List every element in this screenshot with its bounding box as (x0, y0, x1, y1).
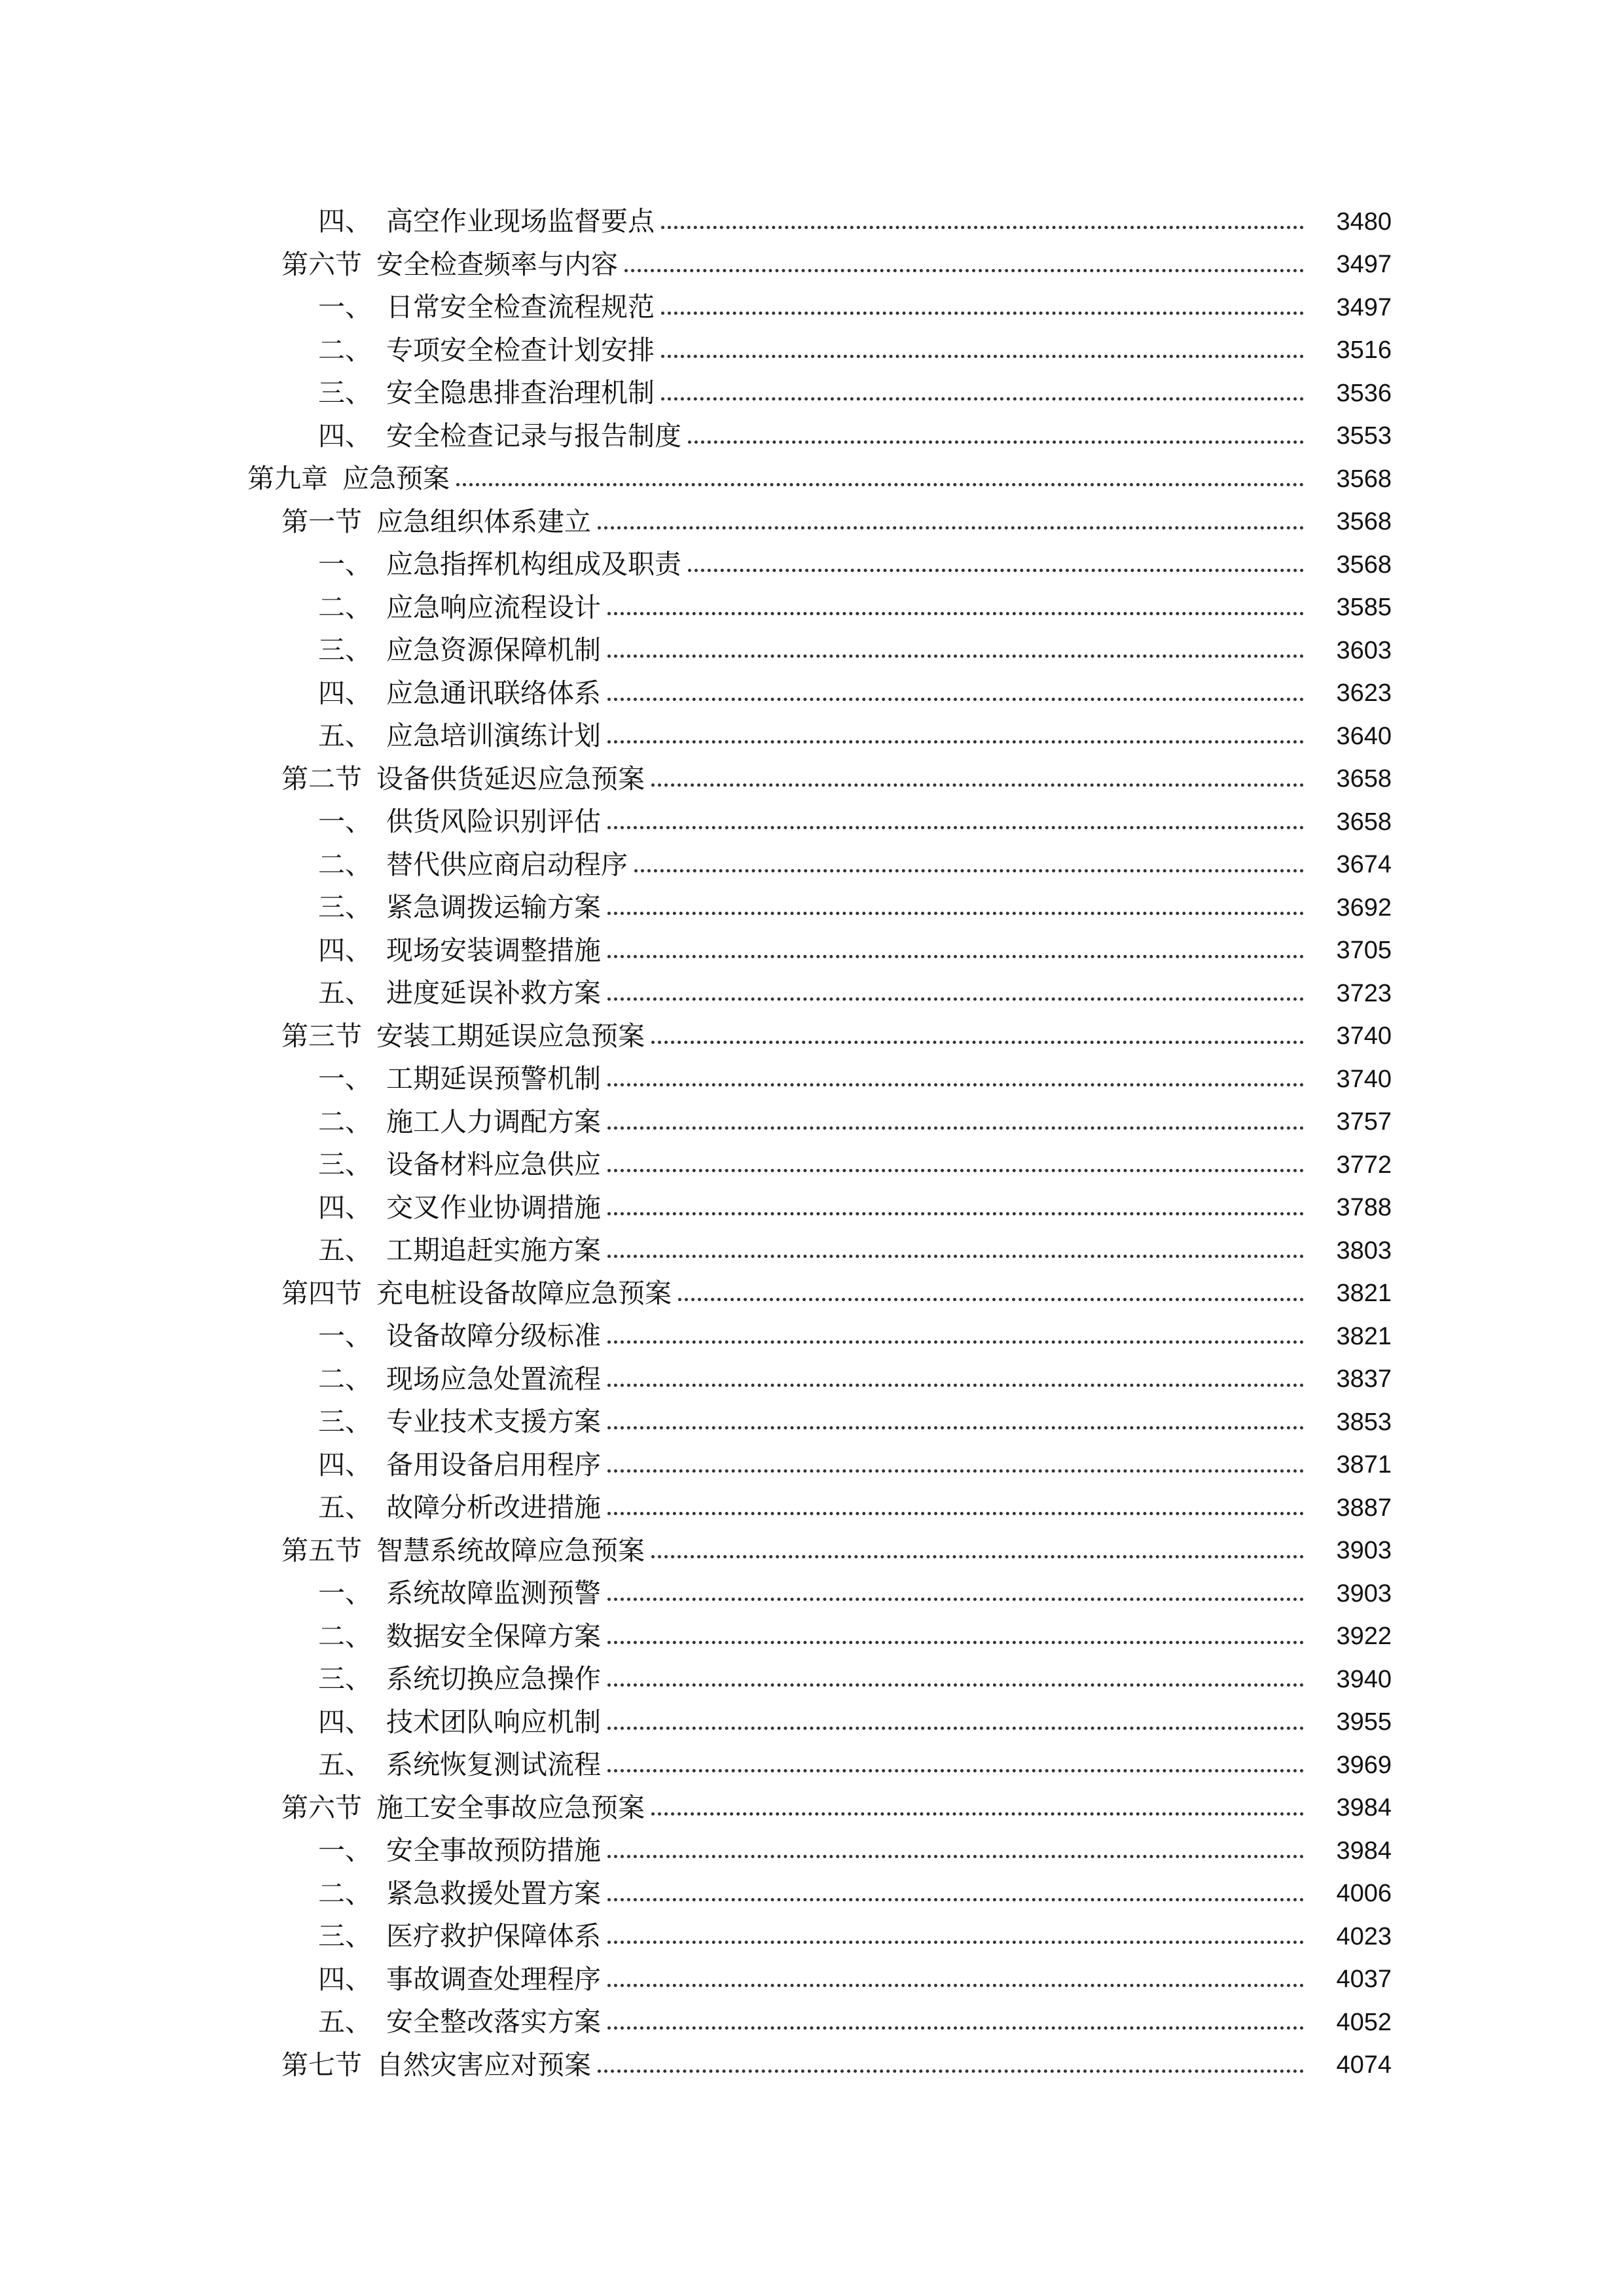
toc-entry[interactable] (0, 758, 1624, 801)
toc-entry-page: 3969 (1336, 1751, 1392, 1779)
toc-entry-page: 3658 (1336, 765, 1392, 793)
toc-entry-title: 工期延误预警机制 (386, 1063, 601, 1095)
toc-entry[interactable] (0, 415, 1624, 458)
toc-entry-page: 3585 (1336, 594, 1392, 622)
toc-entry[interactable] (0, 2001, 1624, 2044)
dot-leader (607, 826, 1304, 829)
toc-entry-page: 3674 (1336, 851, 1392, 879)
toc-entry-title: 医疗救护保障体系 (386, 1920, 601, 1952)
toc-entry-number: 五、 (318, 1492, 372, 1524)
toc-entry[interactable] (0, 1615, 1624, 1659)
dot-leader (651, 1555, 1304, 1558)
dot-leader (634, 869, 1304, 872)
toc-entry[interactable] (0, 844, 1624, 887)
dot-leader (651, 783, 1304, 787)
toc-entry-number: 一、 (318, 548, 372, 581)
dot-leader (607, 1083, 1304, 1086)
toc-entry-title: 设备故障分级标准 (386, 1320, 601, 1352)
toc-entry-title: 故障分析改进措施 (386, 1492, 601, 1524)
toc-entry-page: 3740 (1336, 1065, 1392, 1093)
toc-entry-page: 3740 (1336, 1022, 1392, 1050)
toc-entry-title: 替代供应商启动程序 (386, 848, 628, 880)
toc-entry-page: 3480 (1336, 207, 1392, 236)
toc-entry-number: 第七节 (281, 2049, 362, 2081)
toc-entry-title: 事故调查处理程序 (386, 1963, 601, 1995)
toc-entry-number: 四、 (318, 1448, 372, 1480)
dot-leader (651, 1041, 1304, 1044)
toc-entry[interactable] (0, 372, 1624, 415)
toc-entry[interactable] (0, 629, 1624, 672)
table-of-contents (0, 200, 1624, 2087)
toc-entry-number: 三、 (318, 1663, 372, 1695)
toc-entry-title: 系统切换应急操作 (386, 1663, 601, 1695)
toc-entry[interactable] (0, 1915, 1624, 1958)
toc-entry-title: 专业技术支援方案 (386, 1406, 601, 1438)
toc-entry[interactable] (0, 1829, 1624, 1873)
dot-leader (688, 569, 1304, 572)
toc-entry-page: 3853 (1336, 1408, 1392, 1436)
toc-entry-page: 3788 (1336, 1194, 1392, 1222)
toc-entry-number: 三、 (318, 634, 372, 666)
dot-leader (678, 1298, 1304, 1301)
toc-entry[interactable] (0, 2044, 1624, 2087)
dot-leader (661, 397, 1304, 401)
toc-entry-title: 自然灾害应对预案 (376, 2049, 591, 2081)
toc-entry-number: 一、 (318, 1063, 372, 1095)
dot-leader (607, 1212, 1304, 1215)
toc-entry-title: 安全隐患排查治理机制 (386, 377, 655, 409)
toc-entry[interactable] (0, 1358, 1624, 1401)
toc-entry-number: 四、 (318, 206, 372, 238)
toc-entry[interactable] (0, 1958, 1624, 2001)
dot-leader (607, 1340, 1304, 1344)
toc-entry-page: 4052 (1336, 2008, 1392, 2036)
toc-entry-title: 安装工期延误应急预案 (376, 1020, 645, 1052)
dot-leader (607, 612, 1304, 615)
toc-entry-page: 3568 (1336, 465, 1392, 493)
dot-leader (607, 1598, 1304, 1601)
dot-leader (661, 226, 1304, 229)
dot-leader (607, 1384, 1304, 1387)
toc-entry-page: 3692 (1336, 893, 1392, 922)
toc-entry-title: 日常安全检查流程规范 (386, 291, 655, 323)
toc-entry-title: 施工安全事故应急预案 (376, 1791, 645, 1823)
dot-leader (607, 955, 1304, 958)
dot-leader (607, 997, 1304, 1001)
dot-leader (651, 1812, 1304, 1816)
toc-entry-number: 一、 (318, 1835, 372, 1867)
toc-entry-number: 二、 (318, 848, 372, 880)
toc-entry-title: 技术团队响应机制 (386, 1706, 601, 1738)
toc-entry-page: 3903 (1336, 1579, 1392, 1607)
toc-entry[interactable] (0, 800, 1624, 844)
toc-entry[interactable] (0, 886, 1624, 929)
toc-entry[interactable] (0, 1873, 1624, 1916)
toc-entry-title: 系统恢复测试流程 (386, 1749, 601, 1781)
toc-entry-page: 3497 (1336, 293, 1392, 321)
toc-entry-number: 三、 (318, 377, 372, 409)
toc-entry-page: 3553 (1336, 422, 1392, 450)
toc-entry[interactable] (0, 1015, 1624, 1058)
dot-leader (624, 269, 1304, 272)
toc-entry-number: 第一节 (281, 505, 362, 537)
toc-entry[interactable] (0, 1701, 1624, 1744)
dot-leader (607, 1769, 1304, 1772)
toc-entry[interactable] (0, 1530, 1624, 1573)
toc-entry[interactable] (0, 672, 1624, 715)
toc-entry-page: 3940 (1336, 1665, 1392, 1693)
toc-entry-number: 三、 (318, 891, 372, 924)
toc-entry-page: 4037 (1336, 1965, 1392, 1994)
toc-entry-title: 应急培训演练计划 (386, 720, 601, 752)
toc-entry[interactable] (0, 1187, 1624, 1230)
dot-leader (607, 912, 1304, 915)
toc-entry[interactable] (0, 929, 1624, 973)
toc-entry-title: 应急资源保障机制 (386, 634, 601, 666)
toc-entry-number: 五、 (318, 977, 372, 1009)
toc-entry-number: 二、 (318, 1363, 372, 1395)
toc-entry-title: 供货风险识别评估 (386, 806, 601, 838)
dot-leader (456, 483, 1304, 486)
toc-entry[interactable] (0, 243, 1624, 287)
toc-entry-number: 二、 (318, 1877, 372, 1909)
toc-entry[interactable] (0, 200, 1624, 243)
toc-entry-title: 高空作业现场监督要点 (386, 206, 655, 238)
toc-entry[interactable] (0, 543, 1624, 586)
toc-entry-number: 第二节 (281, 762, 362, 795)
toc-entry-number: 三、 (318, 1406, 372, 1438)
toc-entry-page: 3603 (1336, 636, 1392, 664)
dot-leader (607, 1469, 1304, 1473)
toc-entry-number: 二、 (318, 591, 372, 623)
dot-leader (661, 355, 1304, 358)
toc-entry-number: 四、 (318, 934, 372, 966)
toc-entry-title: 应急指挥机构组成及职责 (386, 548, 681, 581)
toc-entry-title: 安全整改落实方案 (386, 2006, 601, 2038)
toc-entry[interactable] (0, 1787, 1624, 1830)
toc-entry-number: 第三节 (281, 1020, 362, 1052)
dot-leader (607, 1898, 1304, 1901)
toc-entry-number: 四、 (318, 1706, 372, 1738)
toc-entry-title: 施工人力调配方案 (386, 1105, 601, 1138)
toc-entry-title: 系统故障监测预警 (386, 1577, 601, 1609)
toc-entry-number: 四、 (318, 1191, 372, 1223)
toc-entry-number: 第五节 (281, 1534, 362, 1566)
toc-entry-number: 二、 (318, 1620, 372, 1652)
toc-entry[interactable] (0, 1444, 1624, 1487)
toc-entry-page: 3803 (1336, 1236, 1392, 1265)
toc-entry-number: 四、 (318, 1963, 372, 1995)
toc-entry-title: 紧急救援处置方案 (386, 1877, 601, 1909)
toc-entry-page: 3723 (1336, 979, 1392, 1007)
toc-entry-title: 智慧系统故障应急预案 (376, 1534, 645, 1566)
toc-entry-page: 3658 (1336, 808, 1392, 836)
toc-entry[interactable] (0, 1143, 1624, 1187)
dot-leader (688, 440, 1304, 444)
toc-entry[interactable] (0, 1315, 1624, 1358)
toc-entry[interactable] (0, 1229, 1624, 1272)
toc-entry-title: 应急预案 (342, 463, 450, 495)
toc-entry[interactable] (0, 1272, 1624, 1316)
toc-entry-number: 三、 (318, 1920, 372, 1952)
toc-entry-page: 3568 (1336, 550, 1392, 579)
toc-entry[interactable] (0, 501, 1624, 544)
toc-entry-number: 五、 (318, 2006, 372, 2038)
toc-entry-title: 充电桩设备故障应急预案 (376, 1277, 672, 1309)
toc-entry[interactable] (0, 457, 1624, 501)
toc-entry-page: 3887 (1336, 1494, 1392, 1522)
dot-leader (607, 2026, 1304, 2030)
toc-entry-title: 专项安全检查计划安排 (386, 334, 655, 366)
toc-entry-page: 3903 (1336, 1537, 1392, 1565)
dot-leader (607, 1641, 1304, 1644)
toc-entry-page: 3821 (1336, 1322, 1392, 1350)
toc-entry-page: 3837 (1336, 1365, 1392, 1393)
dot-leader (607, 1855, 1304, 1858)
dot-leader (607, 1941, 1304, 1944)
toc-entry[interactable] (0, 1058, 1624, 1101)
toc-entry-page: 3516 (1336, 336, 1392, 365)
toc-entry-number: 一、 (318, 291, 372, 323)
toc-entry-title: 应急组织体系建立 (376, 505, 591, 537)
toc-entry-page: 3705 (1336, 937, 1392, 965)
toc-entry[interactable] (0, 1101, 1624, 1144)
toc-entry-number: 第六节 (281, 1791, 362, 1823)
toc-entry-number: 四、 (318, 420, 372, 452)
dot-leader (607, 1512, 1304, 1515)
toc-entry[interactable] (0, 329, 1624, 372)
toc-entry[interactable] (0, 715, 1624, 758)
toc-entry-title: 现场安装调整措施 (386, 934, 601, 966)
dot-leader (607, 740, 1304, 744)
toc-entry-number: 五、 (318, 1749, 372, 1781)
toc-entry[interactable] (0, 1486, 1624, 1530)
toc-entry-number: 五、 (318, 1234, 372, 1266)
dot-leader (598, 526, 1304, 529)
toc-entry-page: 4074 (1336, 2051, 1392, 2079)
toc-entry[interactable] (0, 1658, 1624, 1701)
toc-entry-page: 3623 (1336, 679, 1392, 708)
toc-entry-number: 二、 (318, 334, 372, 366)
toc-entry-page: 3922 (1336, 1623, 1392, 1651)
toc-entry-number: 二、 (318, 1105, 372, 1138)
toc-entry-page: 3955 (1336, 1708, 1392, 1736)
dot-leader (607, 655, 1304, 658)
dot-leader (607, 1727, 1304, 1730)
dot-leader (607, 1126, 1304, 1130)
toc-entry-title: 紧急调拨运输方案 (386, 891, 601, 924)
toc-entry-page: 3497 (1336, 251, 1392, 279)
toc-entry-page: 3821 (1336, 1280, 1392, 1308)
toc-entry-title: 数据安全保障方案 (386, 1620, 601, 1652)
toc-entry-title: 安全事故预防措施 (386, 1835, 601, 1867)
toc-entry-page: 3984 (1336, 1794, 1392, 1822)
dot-leader (607, 1426, 1304, 1429)
toc-entry-number: 三、 (318, 1149, 372, 1181)
toc-entry-number: 一、 (318, 806, 372, 838)
dot-leader (607, 1984, 1304, 1987)
dot-leader (607, 698, 1304, 701)
toc-entry[interactable] (0, 1744, 1624, 1787)
toc-entry-number: 一、 (318, 1320, 372, 1352)
toc-entry-number: 五、 (318, 720, 372, 752)
toc-entry-page: 3536 (1336, 379, 1392, 407)
toc-entry[interactable] (0, 1572, 1624, 1615)
toc-entry-page: 3640 (1336, 722, 1392, 750)
toc-entry-number: 一、 (318, 1577, 372, 1609)
toc-entry-title: 交叉作业协调措施 (386, 1191, 601, 1223)
dot-leader (607, 1169, 1304, 1172)
toc-entry-number: 第九章 (247, 463, 328, 495)
toc-entry-page: 4023 (1336, 1922, 1392, 1950)
toc-entry-title: 进度延误补救方案 (386, 977, 601, 1009)
toc-entry-title: 应急通讯联络体系 (386, 677, 601, 709)
toc-entry-page: 3757 (1336, 1108, 1392, 1136)
toc-entry-title: 备用设备启用程序 (386, 1448, 601, 1480)
dot-leader (598, 2070, 1304, 2073)
toc-entry-page: 3871 (1336, 1451, 1392, 1479)
toc-entry-page: 3568 (1336, 508, 1392, 536)
toc-entry-title: 现场应急处置流程 (386, 1363, 601, 1395)
toc-entry[interactable] (0, 286, 1624, 329)
toc-entry-title: 设备供货延迟应急预案 (376, 762, 645, 795)
toc-entry-number: 四、 (318, 677, 372, 709)
toc-entry-number: 第六节 (281, 248, 362, 280)
toc-entry[interactable] (0, 1401, 1624, 1444)
toc-entry-title: 设备材料应急供应 (386, 1149, 601, 1181)
toc-entry[interactable] (0, 586, 1624, 630)
toc-entry-page: 3772 (1336, 1151, 1392, 1179)
toc-entry[interactable] (0, 972, 1624, 1015)
toc-entry-title: 安全检查频率与内容 (376, 248, 618, 280)
toc-entry-number: 第四节 (281, 1277, 362, 1309)
toc-entry-title: 工期追赶实施方案 (386, 1234, 601, 1266)
dot-leader (607, 1255, 1304, 1258)
dot-leader (661, 312, 1304, 315)
toc-entry-title: 应急响应流程设计 (386, 591, 601, 623)
toc-entry-page: 4006 (1336, 1880, 1392, 1908)
dot-leader (607, 1683, 1304, 1687)
toc-entry-title: 安全检查记录与报告制度 (386, 420, 681, 452)
toc-entry-page: 3984 (1336, 1837, 1392, 1865)
